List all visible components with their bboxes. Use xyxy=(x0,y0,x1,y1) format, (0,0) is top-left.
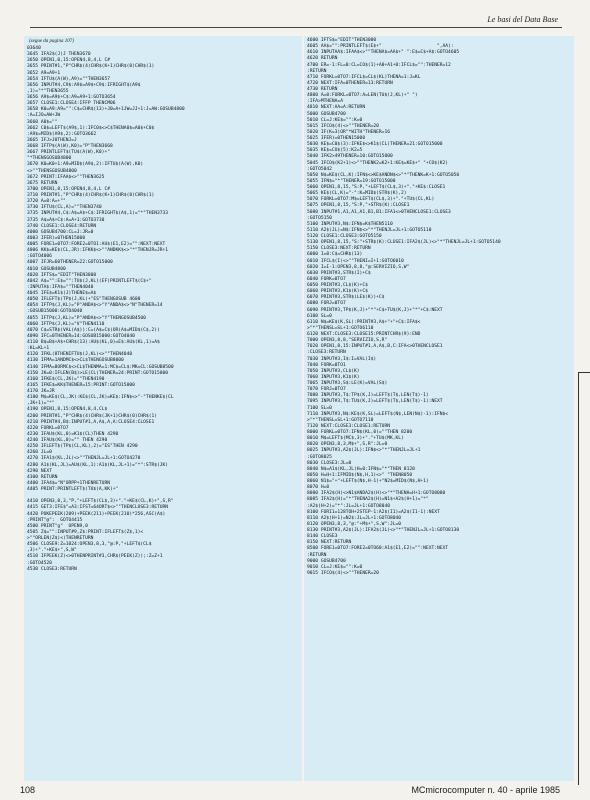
page-footer xyxy=(0,782,590,800)
page-number: 108 xyxy=(20,785,36,795)
basic-code-left: 03640 3645 IFA2$(J)J THEN3670 3650 OPEN1,0,15:OPEN4,8,4,L C# 3655 PRINT#1,"P"CHR$(4)CHR$(K+1)CHR$(0)CHR$(1) 3652 A9=A9+1 3654 IFTU$(A(W),A9)=""THEN3657 3656 INPUT#4,C9$:A9$=A9$+C9$:IFRIGHT$(A9$ ,1)="*"THEN3655 3656 A9$=A9$+C$:A9=A9+1:GOTO3654 3657 CLOSE1:CLOSE4:IFFP THENCM06 3658 K0=A9:A9="":C$=CHR$(13)+J0=A+1JW=JJ+1:J=AW:GOSUB4800 :A=IJO=AW+JW 3660 A0$="" 3662 C0$=LEFT$(A9$,1):IFC0$<>C$THENA0$=A0$+C0$ :A9$=MID$(A9$,2):GOTO3662 3665 IFJ>J0THENJ=J 3668 IFTP$(A(W),K0)="P"THEN3668 3667 PRINTLEFT$(TU$(A(W),K0)+" "*THENSGOSUB4800 3670 K0=K0+1:A9=MID$(A9$,2):IFTU$(A(W),K0) <>""THENSGOSUB4800 3672 PRINT:IFAA$<>""THEN3625 3675 RETURN 3700 OPEN1,8,15:OPEN4,8,4,L C# 3710 PRINT#1,"P"CHR$(4)CHR$(K+1)CHR$(0)CHR$(1) 3720 A=0:A=+"" 3730 IFTU$(CL,A)=""THEN3740 3735 INPUT#4,C$:A$=A$+C$:IFRIGHT$(A$,1)="*"THEN3733 3735 A$=A$+C$:A=A+1:GOTO3730 3740 CLOSE1:CLOSE4:RETURN 4000 GOSUB4700:CL=J:JR=0 4003 IFER)=0THEN15000 4005 FORE1=0TO7:FORE2=0TO1:AU$(E1,E2)="":NEXT:NEXT 4006 KK$=KE$(CL,JR):IFKK$<>""ANDKK$<>"*"THENJR=JR+1 :GOTO4006 4007 IFJR=60THENER=22:GOTO15000 4010 GOSUB4800 4020 IFTS$="EDIT"THEN3800 4042 A$="":E$="":TU$(J,KL)(EF)PRINTLEFT$(C$+" :INPUTA$:IFA$=""THEN4040 4045 IFE$=K1$(J)THENE$=A$ 4050 IFLEFT$(TP$(J,KL)+"ES"THENGOSUB 4600 4054 IFTP$(J,KL)="P"ANDA$<>"Y"ANDA$<>"N"THENER=14 :GOSUB15000:GOTO4040 4055 IFTP$(J,KL)="P"ANDA$<>"Y"THENGOSUB4500 4060 IFTP$(J,KL)="V"THEN4110 4070 C$=STR$(VAL(A$)):C=(A$=C$)OR(A$=MID$(C$,2)) 4090 IFC=0THENER=14:GOSUB15000:GOTO4040 4110 B$=B$+A$+CHR$(13):AU$(KL,0)=E$:AU$(KL,1)=A$ :KL=KL+1 4120 IFKL(8THENIFTU$(J,KL)<>""THEN4040 4130 IFMA=1ANDMC$<>CL$THENGOSUB8000 4140 IFMA=0ORMC$<>CL$THENMA=1:MC$=CL$:MK=CL:GOSUB8500 4150 JK=0:IFLEN(B$)>LE(CL)THENER=24:PRINT:GOTO15000 4160 IFKE$(CL,JK)=""THEN4190 4165 IFKE$=KK$THENER=15:PRINT:GOTO15000 4170 JK=JR 4180 M$=KE$(CL,JK):KE$(CL,JK)=KE$:IFN$<>"-"THENKE$(CL ,JK+1)="*" 4190 OPEN1,8,15:OPEN4,8,4,CL$ 4200 PRINT#1,"P"CHR$(4)CHR$(JK+1)CHR$(0)CHR$(1) 4210 PRINT#4,B$:INPUT#1,A,A$,A,A:CLOSE4:CLOSE1 4220 FORKL=0TO7 4230 IFAU$(KL,0)=K1$(CL)THEN 4290 4240 IFAU$(KL,0)="" THEN 4290 4250 IFLEFT$(TP$(CL,KL),2)="ES"THEN 4290 4260 JL=0 4270 IFA1$(KL,JL)<>""THENJL=JL+1:GOTO4270 4280 A1$(KL,JL)=AU$(KL,1):A1$(KL,JL+1)="*":STR$(JK) 4290 NEXT 4300 RETURN 4400 IFA4$="N"ORPP+1THENRETURN 4405 PRINT:PRINTLEFT$(TU$(A,KK)+" 4410 OPEN3,8,3,"P,"+LEFT$(CL$,3)+"."+KE$(CL,K)+",S,R" 4415 GET3:IFE$"=A3:IFST=64ORT$<>""THENCLOSE3:RETURN 4420 POKEPEEK(209)+PEEK(211)+PEEK(210)*256,ASC(A$) :PRINT"@": GOTO4415 4500 PRINT"g" OPEN9,0 4505 Z$="":INPUT#9,Z$:PRINT:IFLEFT$(Z$,1)< >""ORLEN(Z$)<)THENRETURN 4506 CLOSE9:Z=1024:OPEN3,8,3,"@:P,"+LEFT$(CL$ ,3)+"."+KE$+",S,W" 4510 IFPEEK(Z)<>0THENPRINT#3,CHR$(PEEK(Z));:Z=Z+1 :GOTO4520 4530 CLOSE3:RETURN xyxy=(27,46,185,572)
listing-right-column xyxy=(304,36,574,781)
header-rule xyxy=(30,27,562,28)
basic-code-right: 4600 IFTS$="EDIT"THEN3000 4605 AA$="":PRINTLEFT$(E$+" ",AA): 4610 INPUTAA$:IFAA$<>""THENA$=AA$+" ":E$=C$+A$:GOTO4605 4620 RETURN 4700 ER=-1:FL=0:CL=CO$(1)+A0+A1+0:IFCL$="":THENER=12 :RETURN 4710 FORKL=0TO7:IFCL$=CL$(KL)THENA=1:J=KL 4720 NEXT:IFA=0THENER=13:RETURN 4730 RETURN 4800 A=0:FORKL=0TO7:A=LEN(TU$(J,KL)+" ") :IFA>MTHENA=A 4810 NEXT:AA=A:RETURN 5000 GOSUB4700 5010 CL=J:KE$="":K=0 5015 IFCO$(4)<>""THENER=20 5020 IF(K=3)OR"*WITH"THENER=16 5025 IFER)=0THEN15000 5030 KE$=C0$(3):IFKE$<>K1$(CL)THENER=21:GOTO15000 5035 KE$=CO$(5):K2=5 5040 IFK2>49THENER=10:GOTO15000 5045 IFCO$(K2+1)<>""THENK2=K2+1:KE$=KE$+" "+CO$(K2) :GOTO5042 5050 N$=KE$(CL,K):IFN$<>KE$ANDN$<>"*"THENK=K+1:GOTO5050 5055 IFN$="*"THENER=19:GOTO15000 5060 OPEN1,8,15,"S:P,"+LEFT$(CL$,3)+"."+KE$:CLOSE1 5065 KE$(CL,K)="-":K=MID$(STR$(K),2) 5070 FORKL=0TO7:M$=LEFT$(CL$,3)+"."+TU$(CL,KL) 5075 OPEN1,8,15,"S:P,"+STR$(K):CLOSE1 5080 INPUT#1,A1,A1,A1,B1,B1:IFA1<>0THENCLOSE1:CLOSE3 :GOTO5150 5100 INPUT#3,N$:IFN$=K$THEN5110 5110 A2$(JL)=N$:IFN$<>"*"THENJL=JL+1:GOTO5110 5120 CLOSE1:CLOSE3:GOTO5150 5130 OPEN1,8,15,"S:"+STR$(K):CLOSE1:IFA2$(JL)<>"*"THENJL=JL+1:GOTO5140 5150 CLOSE3:NEXT:RETURN 6000 I=0:C$=CHR$(13) 6010 IFCL$(I)<>""THENI=I+1:GOTO6010 6020 I=I-1:OPEN3,8,8,"@:SERVIZIO,S,W" 6030 PRINT#3,STR$(I)+C$ 6040 FORK=0TO7 6050 PRINT#3,CL$(K)+C$ 6060 PRINT#3,K1$(K)+C$ 6070 PRINT#3,STR$(LE$(K))+C$ 6080 FORJ=0TO7 6090 PRINT#3,TP$(K,J)+"*"+C$+TU$(K,J)+"*"+C$:NEXT 6100 SL=0 6110 N$=KE$(K,SL):PRINT#3,A$+"+"+C$:IFA$< >"*"THENSL=SL+1:GOTO6110 6120 NEXT:CLOSE3:CLOSE15:PRINTCHR$(9):END 7000 OPEN3,8,8,"SERVIZIO,S,R" 7020 OPEN1,8,15:INPUT#1,A,A$,B,C:IFA<>0THENCLOSE1 :CLOSE3:RETURN 7030 INPUT#3,I$:I=VAL(I$) 7040 FORK=0TO1 7050 INPUT#3,CL$(K) 7060 INPUT#3,K1$(K) 7065 INPUT#3,S$:LE(K)=VAL(S$) 7070 FORJ=0TO7 7080 INPUT#3,T$:TP$(K,J)=LEFT$(T$,LEN(T$)-1) 7095 INPUT#3,T$:TU$(K,J)=LEFT$(T$,LEN(T$)-1):NEXT 7100 SL=0 7110 INPUT#3,N$:KE$(K,SL)=LEFT$(N$,LEN(N$)-1):IFN$< >"*"THENSL=SL+1:GOTO7110 7120 NEXT:CLOSE3:CLOSE1:RETURN 8000 FORKL=0TO7:IFN$(KL,0)=""THEN 8200 8010 M$=LEFT$(MC$,3)+"."+TU$(MK,KL) 8020 OPEN3,8,3,M$+",S,R":JL=0 8025 INPUT#3,A2$(JL):IFN$<>"*"THENJL=JL+1 :GOTO8025 8030 CLOSE3:JL=0 8040 N$=A1$(KL,JL)H=0:IFN$="*"THEN 8120 8050 H=H+1:IFMID$(N$,H,1)<>" "THEN8050 8060 N1$="+"+LEFT$(N$,H-1)+"N2$=MID$(N$,H+1) 8070 H=0 8080 IFA2$(H)<>N1$ANDA2$(H)<>"*"THENH=H+1:GOTO8080 8085 IFA2$(H)="*"THENA2$(H)=N1$+A2$(H+1)="*" :A2$(H+2)="*":JL=JL+1:GOTO8040 8100 FORI1=128TOH+2STEP-1:A2$(I1)=A2$(I1-1):NEXT 8110 A2$(H+1)=N2$:JL=JL+1:GOTO8040 8120 OPEN3,8,3,"@:"+M$+",S,W":JL=0 8130 PRINT#3,A2$(JL):IFA2$(JL)<>"*"THENJL=JL+1:GOTO8130 8140 CLOSE3 8150 NEXT:RETURN 8500 FORE1=0TO7:FORE2=0TO60:A1$(E1,E2)="":NEXT:NEXT :RETURN 9000 GOSUB4700 9010 CL=J:KE$="":K=0 9015 IFCO$(4)<>""THENER=20 xyxy=(307,38,501,576)
magazine-credit: MCmicrocomputer n. 40 - aprile 1985 xyxy=(411,785,560,795)
side-margin-rule xyxy=(578,372,590,785)
listing-left-column xyxy=(24,36,302,781)
continued-note: (segue da pagina 107) xyxy=(29,39,74,44)
running-head: Le basi del Data Base xyxy=(487,15,558,24)
